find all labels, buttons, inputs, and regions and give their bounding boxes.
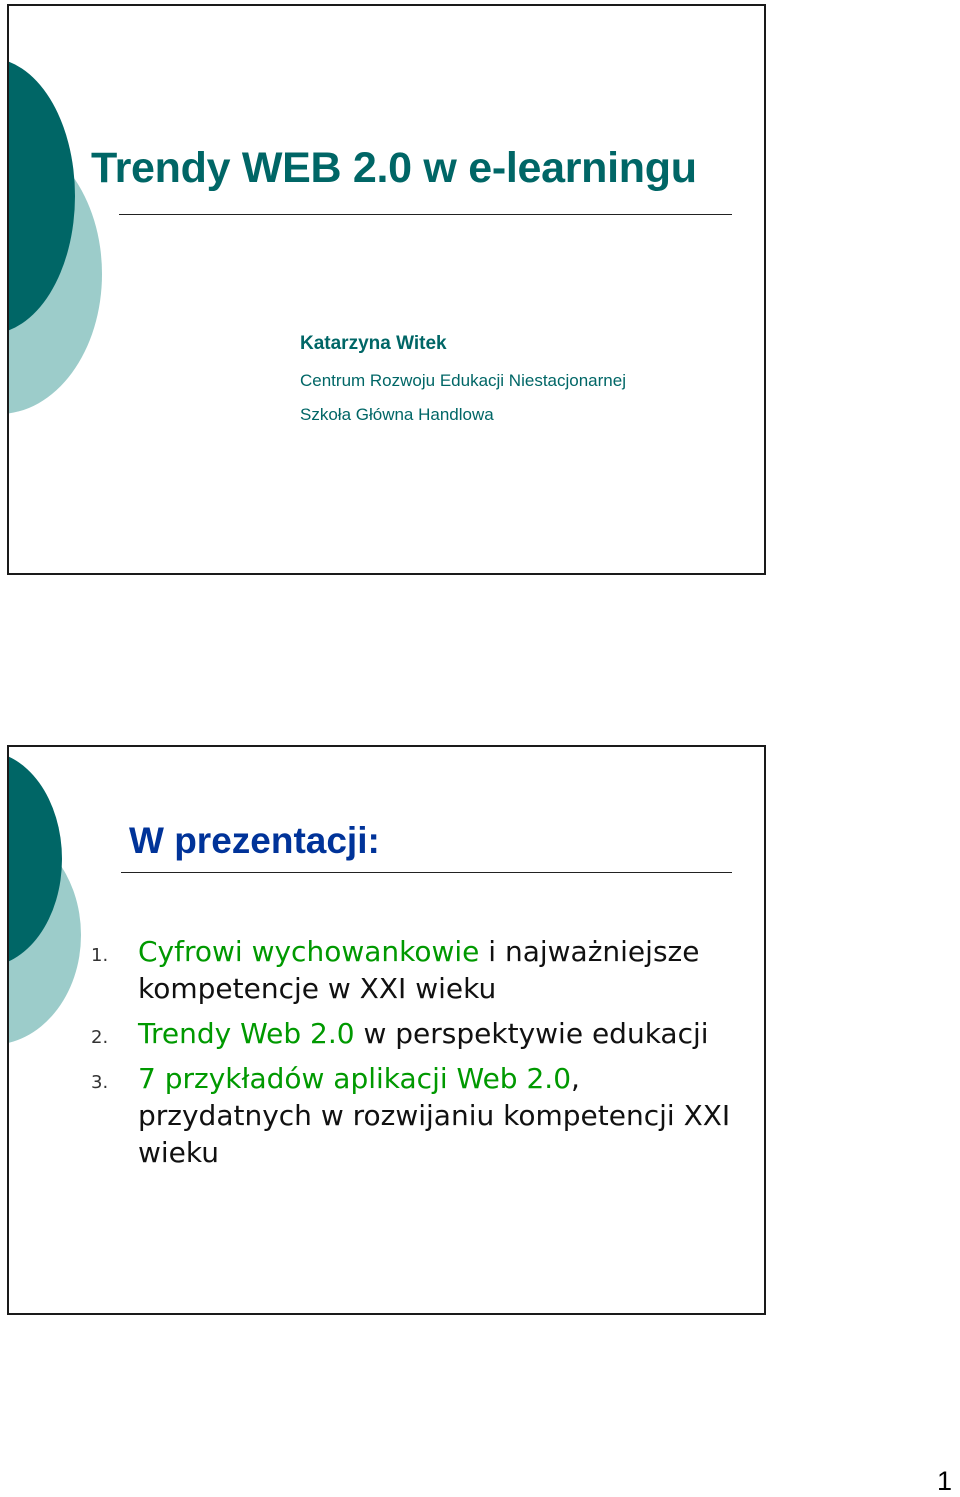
author-name: Katarzyna Witek bbox=[300, 333, 447, 354]
slide-1 bbox=[7, 4, 766, 575]
agenda-item-number: 2. bbox=[91, 1027, 109, 1048]
agenda-item-text: w perspektywie edukacji bbox=[354, 1017, 709, 1050]
agenda-list bbox=[9, 933, 749, 1179]
agenda-item-text: i najważniejsze kompetencje w XXI wieku bbox=[138, 935, 700, 1005]
agenda-item-2 bbox=[9, 1015, 749, 1052]
agenda-item-number: 3. bbox=[91, 1072, 109, 1093]
agenda-item-3 bbox=[9, 1060, 749, 1171]
agenda-item-highlight: Cyfrowi wychowankowie bbox=[138, 935, 480, 968]
slide-2 bbox=[7, 745, 766, 1315]
slide-2-title: W prezentacji: bbox=[129, 820, 380, 861]
author-organization-1: Centrum Rozwoju Edukacji Niestacjonarnej bbox=[300, 371, 626, 390]
title-divider bbox=[121, 872, 732, 873]
author-organization-2: Szkoła Główna Handlowa bbox=[300, 405, 494, 424]
agenda-item-highlight: 7 przykładów aplikacji Web 2.0 bbox=[138, 1062, 572, 1095]
agenda-item-highlight: Trendy Web 2.0 bbox=[138, 1017, 355, 1050]
page-number: 1 bbox=[937, 1466, 953, 1496]
agenda-item-number: 1. bbox=[91, 945, 109, 966]
title-divider bbox=[119, 214, 732, 215]
agenda-item-text: , przydatnych w rozwijaniu kompetencji XXI wieku bbox=[138, 1062, 731, 1169]
slide-1-decoration bbox=[9, 6, 119, 426]
agenda-item-1 bbox=[9, 933, 749, 1007]
slide-1-title: Trendy WEB 2.0 w e-learningu bbox=[91, 144, 697, 192]
